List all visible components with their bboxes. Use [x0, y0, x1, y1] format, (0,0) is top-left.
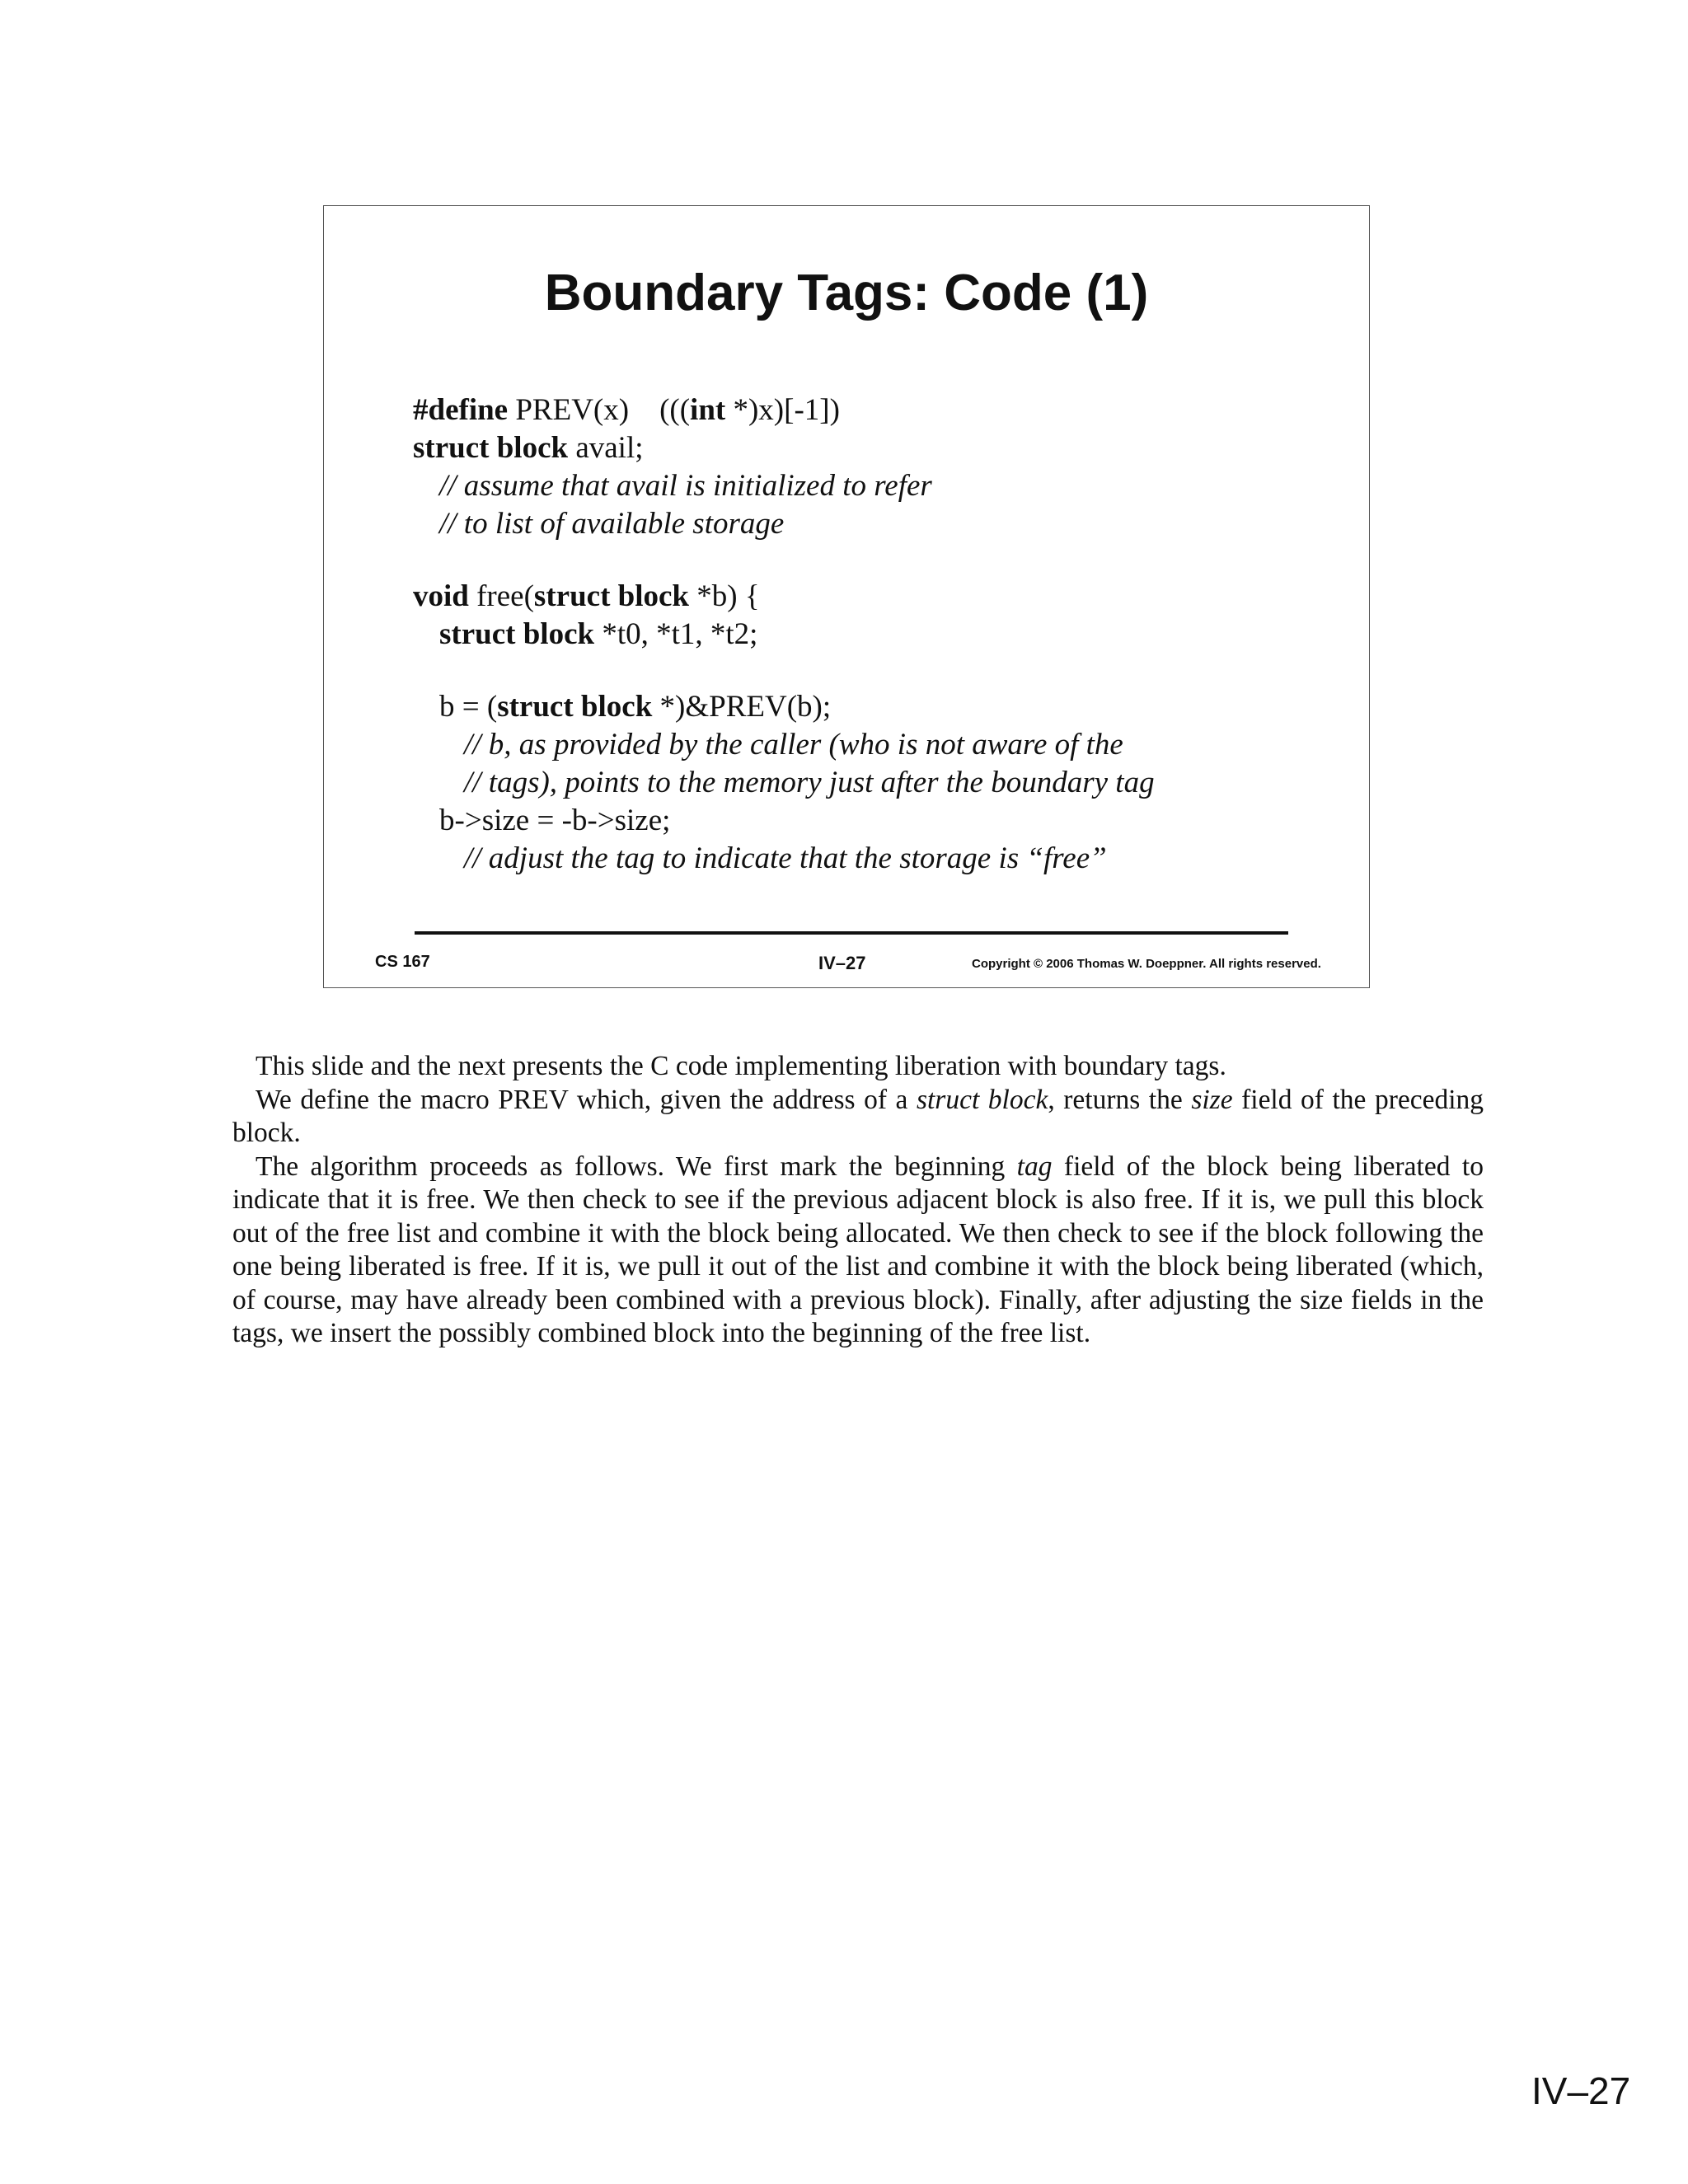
footer-slide-number: IV–27 — [818, 953, 866, 973]
notes-text: field of the preceding block. — [232, 1084, 1484, 1148]
keyword-struct-block: struct block — [533, 579, 689, 613]
code-text: *)&PREV(b); — [652, 690, 832, 724]
code-line-free-signature — [413, 578, 1344, 616]
code-blank-line — [413, 543, 1344, 578]
page-number: IV–27 — [1531, 2069, 1631, 2112]
code-comment — [413, 764, 1344, 802]
code-line-size: b->size = -b->size; — [439, 804, 671, 837]
comment-text: // b, as provided by the caller (who is not aware of the — [464, 728, 1123, 762]
notes-italic: struct block — [916, 1084, 1048, 1115]
slide-frame — [323, 205, 1370, 988]
code-line-define — [413, 391, 1344, 429]
comment-text: // adjust the tag to indicate that the storage is “free” — [464, 841, 1107, 875]
keyword-define: #define — [413, 393, 509, 427]
code-text: *t0, *t1, *t2; — [594, 617, 758, 651]
notes-italic: tag — [1016, 1151, 1053, 1182]
code-blank-line — [413, 654, 1344, 688]
code-text: free( — [468, 579, 534, 613]
code-text: *)x)[-1]) — [725, 393, 840, 427]
code-listing — [413, 391, 1344, 878]
notes-text: The algorithm proceeds as follows. We first mark the beginning — [256, 1151, 1017, 1182]
code-line-avail — [413, 429, 1344, 467]
code-text: *b) { — [689, 579, 760, 613]
notes-paragraph — [232, 1084, 1484, 1151]
keyword-struct-block: struct block — [497, 690, 653, 724]
keyword-int: int — [690, 393, 726, 427]
notes-paragraph — [232, 1151, 1484, 1351]
keyword-void: void — [413, 579, 469, 613]
comment-text: // assume that avail is initialized to refer — [439, 469, 932, 503]
notes-italic: size — [1191, 1084, 1233, 1115]
code-comment — [413, 726, 1344, 764]
slide-title: Boundary Tags: Code (1) — [544, 265, 1149, 321]
code-line-assign-b — [413, 688, 1344, 726]
lecture-notes — [232, 1050, 1484, 1351]
code-text: avail; — [568, 431, 644, 465]
notes-text: , returns the — [1048, 1084, 1192, 1115]
notes-text: field of the block being liberated to indicate that it is free. We then check to see if the previous adjacent block is also free. If it is, we pull this block out of the free list and combine it with the block being allocated. We then check to see if the block following the one being liberated is free. If it is, we pull it out of the list and combine it with the block being liberated (which, of course, may have already been combined with a previous block). Finally, after adjusting the size fields in the tags, we insert the possibly combined block into the beginning of the free list. — [232, 1151, 1484, 1348]
notes-paragraph: This slide and the next presents the C code implementing liberation with boundary tags. — [256, 1051, 1226, 1081]
code-comment — [413, 467, 1344, 505]
footer-course: CS 167 — [375, 953, 430, 971]
footer-divider — [415, 931, 1288, 935]
code-comment — [413, 840, 1344, 878]
code-text: PREV(x) ((( — [508, 393, 691, 427]
code-comment — [413, 505, 1344, 543]
comment-text: // tags), points to the memory just after the boundary tag — [464, 766, 1155, 799]
keyword-struct-block: struct block — [413, 431, 569, 465]
code-text: b = ( — [439, 690, 498, 724]
notes-text: We define the macro PREV which, given the address of a — [256, 1084, 917, 1115]
footer-copyright: Copyright © 2006 Thomas W. Doeppner. All rights reserved. — [972, 957, 1321, 971]
comment-text: // to list of available storage — [439, 507, 785, 541]
code-line-declarations — [413, 616, 1344, 654]
keyword-struct-block: struct block — [439, 617, 595, 651]
